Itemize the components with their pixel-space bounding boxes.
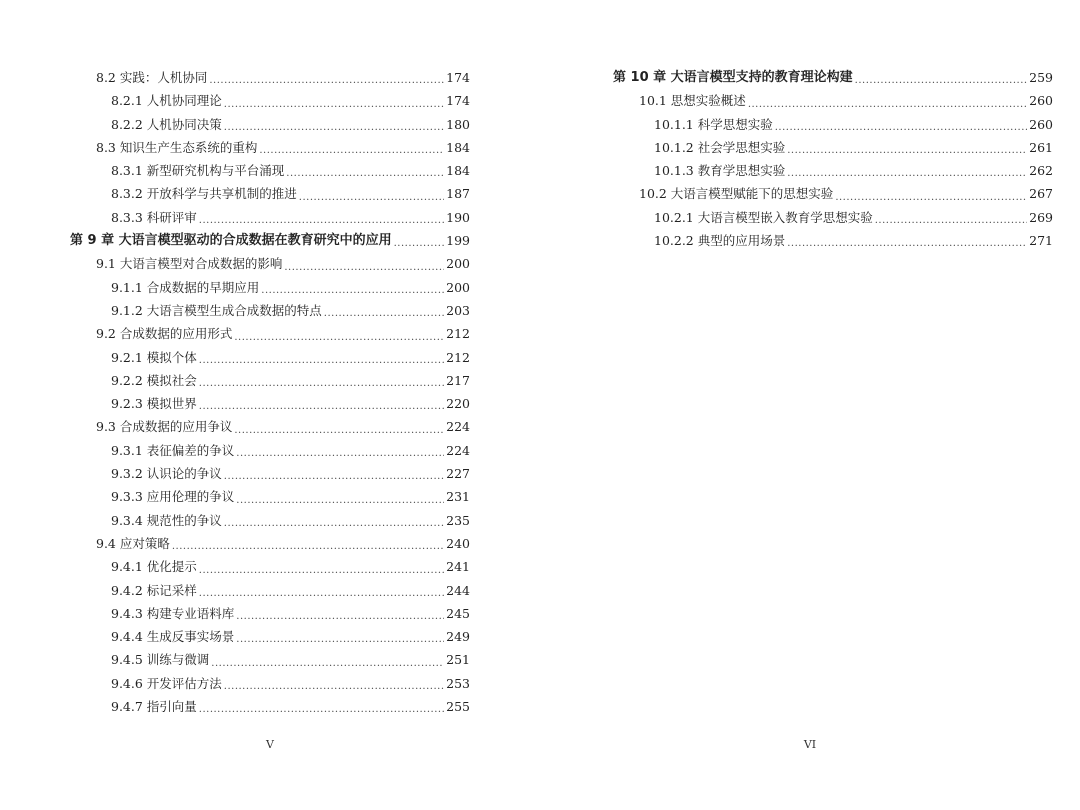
toc-dot-leader: [394, 229, 445, 252]
toc-dot-leader: [855, 66, 1027, 89]
toc-entry-page-number: 267: [1029, 186, 1053, 202]
toc-entry-page-number: 184: [446, 163, 470, 179]
toc-entry-title: 9.4.4 生成反事实场景: [111, 629, 235, 645]
toc-entry-title: 8.2.2 人机协同决策: [111, 116, 222, 132]
toc-entry-title: 8.3.3 科研评审: [111, 209, 197, 225]
page-folio-right: VI: [803, 738, 817, 751]
toc-dot-leader: [775, 113, 1027, 136]
toc-dot-leader: [284, 252, 444, 275]
toc-entry-page-number: 240: [446, 535, 470, 551]
toc-entry-sub[interactable]: [613, 113, 1053, 136]
toc-dot-leader: [199, 695, 444, 718]
toc-dot-leader: [261, 276, 444, 299]
toc-entry-sub[interactable]: [70, 462, 470, 485]
toc-entry-section[interactable]: [613, 182, 1053, 205]
toc-dot-leader: [236, 602, 444, 625]
toc-entry-page-number: 220: [446, 396, 470, 412]
toc-entry-title: 8.2 实践：人机协同: [96, 70, 208, 85]
toc-entry-sub[interactable]: [70, 369, 470, 392]
toc-entry-title: 9.3.3 应用伦理的争议: [111, 489, 235, 505]
toc-entry-page-number: 212: [446, 326, 470, 342]
toc-entry-page-number: 244: [446, 582, 470, 598]
toc-dot-leader: [172, 532, 444, 555]
toc-entry-page-number: 200: [446, 256, 470, 272]
toc-entry-page-number: 255: [446, 699, 470, 715]
toc-entry-title: 9.4.3 构建专业语料库: [111, 605, 235, 621]
toc-entry-page-number: 174: [446, 70, 470, 85]
toc-dot-leader: [835, 182, 1027, 205]
toc-entry-title: 8.2.1 人机协同理论: [111, 93, 222, 109]
toc-dot-leader: [787, 159, 1027, 182]
toc-entry-sub[interactable]: [70, 695, 470, 718]
toc-entry-sub[interactable]: [613, 136, 1053, 159]
toc-entry-title: 9.3.1 表征偏差的争议: [111, 442, 235, 458]
toc-entry-page-number: 217: [446, 372, 470, 388]
toc-entry-sub[interactable]: [70, 485, 470, 508]
toc-list-left: [70, 66, 470, 718]
toc-entry-page-number: 241: [446, 559, 470, 575]
toc-entry-title: 9.2.2 模拟社会: [111, 372, 197, 388]
toc-dot-leader: [787, 229, 1027, 252]
toc-entry-page-number: 187: [446, 186, 470, 202]
toc-entry-page-number: 271: [1029, 233, 1053, 249]
toc-entry-title: 9.2.1 模拟个体: [111, 349, 197, 365]
toc-entry-sub[interactable]: [70, 439, 470, 462]
toc-dot-leader: [236, 625, 444, 648]
toc-entry-sub[interactable]: [70, 346, 470, 369]
toc-entry-sub[interactable]: [70, 509, 470, 532]
toc-dot-leader: [224, 113, 444, 136]
toc-dot-leader: [199, 369, 444, 392]
toc-entry-sub[interactable]: [70, 392, 470, 415]
toc-dot-leader: [224, 462, 444, 485]
toc-entry-page-number: 212: [446, 349, 470, 365]
toc-entry-section[interactable]: [70, 252, 470, 275]
toc-entry-title: 第 10 章 大语言模型支持的教育理论构建: [613, 70, 853, 85]
toc-dot-leader: [748, 89, 1027, 112]
toc-entry-sub[interactable]: [70, 113, 470, 136]
toc-entry-title: 10.2.2 典型的应用场景: [654, 233, 786, 249]
toc-entry-section[interactable]: [70, 322, 470, 345]
toc-entry-page-number: 235: [446, 512, 470, 528]
toc-dot-leader: [199, 392, 444, 415]
toc-entry-page-number: 200: [446, 279, 470, 295]
toc-entry-title: 8.3.2 开放科学与共享机制的推进: [111, 186, 297, 202]
toc-entry-title: 10.2.1 大语言模型嵌入教育学思想实验: [654, 209, 873, 225]
toc-entry-title: 9.4 应对策略: [96, 535, 170, 551]
toc-dot-leader: [286, 159, 444, 182]
toc-entry-title: 8.3 知识生产生态系统的重构: [96, 139, 258, 155]
toc-dot-leader: [199, 579, 444, 602]
toc-entry-section[interactable]: [613, 89, 1053, 112]
toc-entry-sub[interactable]: [70, 159, 470, 182]
toc-entry-sub[interactable]: [70, 602, 470, 625]
toc-entry-sub[interactable]: [613, 159, 1053, 182]
toc-entry-page-number: 174: [446, 93, 470, 109]
toc-entry-chapter[interactable]: [613, 66, 1053, 89]
toc-entry-title: 第 9 章 大语言模型驱动的合成数据在教育研究中的应用: [70, 233, 392, 249]
toc-entry-title: 9.3.2 认识论的争议: [111, 466, 222, 482]
toc-entry-title: 8.3.1 新型研究机构与平台涌现: [111, 163, 285, 179]
toc-entry-title: 9.3.4 规范性的争议: [111, 512, 222, 528]
toc-entry-title: 9.4.2 标记采样: [111, 582, 197, 598]
toc-entry-title: 9.1.1 合成数据的早期应用: [111, 279, 260, 295]
toc-dot-leader: [236, 439, 444, 462]
toc-entry-sub[interactable]: [613, 206, 1053, 229]
toc-entry-sub[interactable]: [70, 579, 470, 602]
toc-entry-title: 9.4.5 训练与微调: [111, 652, 210, 668]
toc-entry-page-number: 253: [446, 675, 470, 691]
toc-dot-leader: [324, 299, 444, 322]
toc-entry-sub[interactable]: [70, 89, 470, 112]
toc-dot-leader: [259, 136, 444, 159]
toc-entry-title: 9.4.6 开发评估方法: [111, 675, 222, 691]
toc-entry-title: 9.4.7 指引向量: [111, 699, 197, 715]
toc-entry-page-number: 249: [446, 629, 470, 645]
toc-entry-page-number: 251: [446, 652, 470, 668]
toc-entry-title: 9.4.1 优化提示: [111, 559, 197, 575]
toc-entry-title: 10.1.3 教育学思想实验: [654, 163, 786, 179]
toc-dot-leader: [224, 509, 444, 532]
toc-entry-page-number: 224: [446, 419, 470, 435]
toc-dot-leader: [199, 555, 444, 578]
toc-entry-title: 9.2.3 模拟世界: [111, 396, 197, 412]
toc-entry-sub[interactable]: [70, 672, 470, 695]
toc-entry-title: 10.1 思想实验概述: [639, 93, 746, 109]
toc-dot-leader: [199, 206, 444, 229]
toc-entry-section[interactable]: [70, 66, 470, 89]
toc-entry-title: 10.1.2 社会学思想实验: [654, 139, 786, 155]
toc-dot-leader: [299, 182, 444, 205]
toc-entry-page-number: 231: [446, 489, 470, 505]
toc-entry-sub[interactable]: [70, 555, 470, 578]
toc-entry-page-number: 224: [446, 442, 470, 458]
toc-entry-title: 9.1 大语言模型对合成数据的影响: [96, 256, 283, 272]
toc-dot-leader: [209, 66, 444, 89]
toc-list-right: [613, 66, 1053, 252]
toc-entry-page-number: 261: [1029, 139, 1053, 155]
toc-entry-title: 10.2 大语言模型赋能下的思想实验: [639, 186, 834, 202]
toc-entry-section[interactable]: [70, 415, 470, 438]
toc-dot-leader: [211, 648, 444, 671]
toc-entry-page-number: 184: [446, 139, 470, 155]
toc-entry-sub[interactable]: [613, 229, 1053, 252]
toc-entry-sub[interactable]: [70, 276, 470, 299]
toc-entry-title: 9.2 合成数据的应用形式: [96, 326, 233, 342]
toc-entry-page-number: 259: [1029, 70, 1053, 85]
toc-entry-page-number: 260: [1029, 116, 1053, 132]
toc-dot-leader: [224, 89, 444, 112]
toc-dot-leader: [234, 322, 444, 345]
toc-entry-section[interactable]: [70, 136, 470, 159]
toc-dot-leader: [787, 136, 1027, 159]
toc-entry-title: 9.1.2 大语言模型生成合成数据的特点: [111, 302, 322, 318]
toc-dot-leader: [236, 485, 444, 508]
toc-dot-leader: [199, 346, 444, 369]
toc-entry-page-number: 245: [446, 605, 470, 621]
toc-entry-sub[interactable]: [70, 182, 470, 205]
toc-entry-sub[interactable]: [70, 206, 470, 229]
right-page: [540, 0, 1080, 810]
toc-entry-page-number: 180: [446, 116, 470, 132]
toc-dot-leader: [224, 672, 444, 695]
page-folio-left: V: [266, 738, 274, 751]
toc-entry-sub[interactable]: [70, 299, 470, 322]
toc-entry-title: 9.3 合成数据的应用争议: [96, 419, 233, 435]
toc-entry-page-number: 262: [1029, 163, 1053, 179]
toc-entry-sub[interactable]: [70, 625, 470, 648]
toc-entry-page-number: 227: [446, 466, 470, 482]
toc-entry-page-number: 199: [446, 233, 470, 249]
toc-entry-title: 10.1.1 科学思想实验: [654, 116, 773, 132]
toc-entry-chapter[interactable]: [70, 229, 470, 252]
toc-entry-page-number: 269: [1029, 209, 1053, 225]
toc-dot-leader: [234, 415, 444, 438]
toc-entry-sub[interactable]: [70, 648, 470, 671]
toc-entry-section[interactable]: [70, 532, 470, 555]
toc-entry-page-number: 203: [446, 302, 470, 318]
toc-entry-page-number: 260: [1029, 93, 1053, 109]
toc-dot-leader: [875, 206, 1027, 229]
toc-entry-page-number: 190: [446, 209, 470, 225]
